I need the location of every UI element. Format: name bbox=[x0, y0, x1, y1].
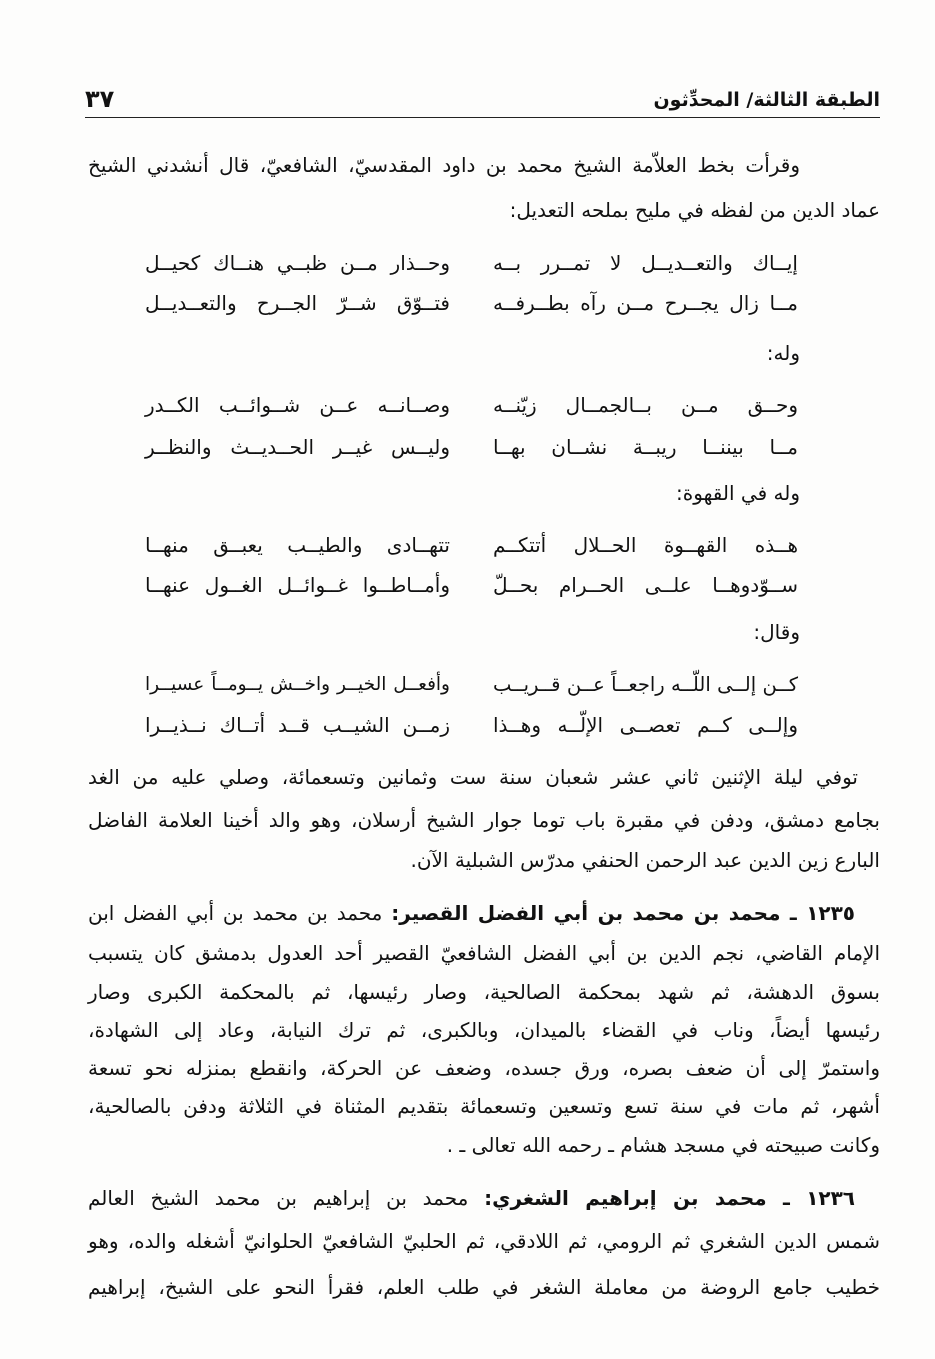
entry-line: وكانت صبيحته في مسجد هشام ـ رحمه الله تعالى ـ . bbox=[446, 1133, 880, 1157]
verse-first-hemistich: هــذه القهــوة الحــلال أتتكــم bbox=[493, 533, 798, 557]
intro-line: وقرأت بخط العلاّمة الشيخ محمد بن داود المقدسيّ، الشافعيّ، قال أنشدني الشيخ bbox=[88, 153, 800, 177]
entry-line: أشهر، ثم مات في سنة تسع وتسعين وتسعمائة بتقديم المثناة في الثلاثة ودفن بالصالحية، bbox=[88, 1094, 880, 1118]
page-number: ٣٧ bbox=[85, 85, 115, 113]
obituary-line: توفي ليلة الإثنين ثاني عشر شعبان سنة ست وثمانين وتسعمائة، وصلي عليه من الغد bbox=[88, 765, 858, 789]
verse-first-hemistich: إيــاك والتعــديــل لا تمــرر بــه bbox=[493, 251, 798, 275]
poem-label: وله: bbox=[766, 341, 800, 365]
verse-second-hemistich: وأفعــل الخيــر واخــش يــومــاً عسيــرا bbox=[145, 674, 450, 695]
verse-first-hemistich: مــا زال يجــرح مــن رآه بطــرفــه bbox=[493, 291, 798, 315]
obituary-line: البارع زين الدين عبد الرحمن الحنفي مدرّس الشبلية الآن. bbox=[410, 848, 880, 872]
verse-second-hemistich: زمــن الشيــب قــد أتــاك نــذيــرا bbox=[145, 713, 450, 737]
verse-first-hemistich: مــا بيننــا ريبــة نشــان بهــا bbox=[493, 435, 798, 459]
entry-line: واستمرّ إلى أن ضعف بصره، ورق جسده، وضعف عن الحركة، وانقطع بمنزله نحو تسعة bbox=[88, 1056, 880, 1080]
running-title: الطبقة الثالثة/ المحدِّثون bbox=[653, 89, 880, 111]
verse-second-hemistich: وحــذار مــن ظبــي هنــاك كحيــل bbox=[145, 251, 450, 275]
entry-heading: ١٢٣٥ ـ محمد بن محمد بن أبي الفضل القصير: bbox=[391, 901, 856, 925]
entry-line: بسوق الدهشة، ثم شهد بمحكمة الصالحية، وصار رئيسها، ثم بالمحكمة الكبرى وصار bbox=[88, 980, 880, 1004]
verse-second-hemistich: وليــس غيــر الحــديــث والنظــر bbox=[145, 435, 450, 459]
entry-line: شمس الدين الشغري ثم الرومي، ثم اللادقي، ثم الحلبيّ الشافعيّ الحلوانيّ أشغله والده، وهو bbox=[88, 1229, 880, 1253]
verse-second-hemistich: وأمــاطــوا غــوائــل الغــول عنهــا bbox=[145, 573, 450, 597]
entry-line: خطيب جامع الروضة من معاملة الشغر في طلب العلم، فقرأ النحو على الشيخ، إبراهيم bbox=[88, 1275, 880, 1299]
entry-line: محمد بن محمد بن أبي الفضل ابن bbox=[88, 901, 383, 925]
obituary-line: بجامع دمشق، ودفن في مقبرة باب توما جوار الشيخ أرسلان، وهو والد أخينا العلامة الفاضل bbox=[88, 808, 880, 832]
verse-second-hemistich: تتهــادى والطيــب يعبــق منهــا bbox=[145, 533, 450, 557]
header-rule bbox=[85, 117, 880, 118]
poem-label: وله في القهوة: bbox=[676, 481, 800, 505]
entry-first-line bbox=[88, 898, 880, 928]
entry-line: رئيسها أيضاً، وناب في القضاء بالميدان، وبالكبرى، ثم ترك النيابة، وعاد إلى الشهادة، bbox=[88, 1018, 880, 1042]
verse-second-hemistich: وصــانــه عــن شــوائــب الكــدر bbox=[145, 393, 450, 417]
verse-first-hemistich: وإلــى كــم تعصــى الإلّــه وهــذا bbox=[493, 713, 798, 737]
verse-second-hemistich: فتــوّق شــرّ الجــرح والتعــديــل bbox=[145, 291, 450, 315]
poem-label: وقال: bbox=[753, 620, 800, 644]
entry-first-line bbox=[88, 1183, 880, 1213]
entry-line: الإمام القاضي، نجم الدين بن أبي الفضل الشافعيّ القصير أحد العدول بدمشق كان يتسبب bbox=[88, 941, 880, 965]
entry-line: محمد بن إبراهيم بن محمد الشيخ العالم bbox=[88, 1186, 469, 1210]
verse-first-hemistich: كــن إلــى اللّــه راجعــاً عــن قــريــب bbox=[493, 673, 798, 696]
verse-first-hemistich: وحــق مــن بــالجمــال زيّنــه bbox=[493, 393, 798, 417]
entry-heading: ١٢٣٦ ـ محمد بن إبراهيم الشغري: bbox=[484, 1186, 856, 1210]
intro-line: عماد الدين من لفظه في مليح بملحه التعديل: bbox=[509, 198, 880, 222]
verse-first-hemistich: ســوّدوهــا علــى الحــرام بحــلّ bbox=[493, 573, 798, 597]
